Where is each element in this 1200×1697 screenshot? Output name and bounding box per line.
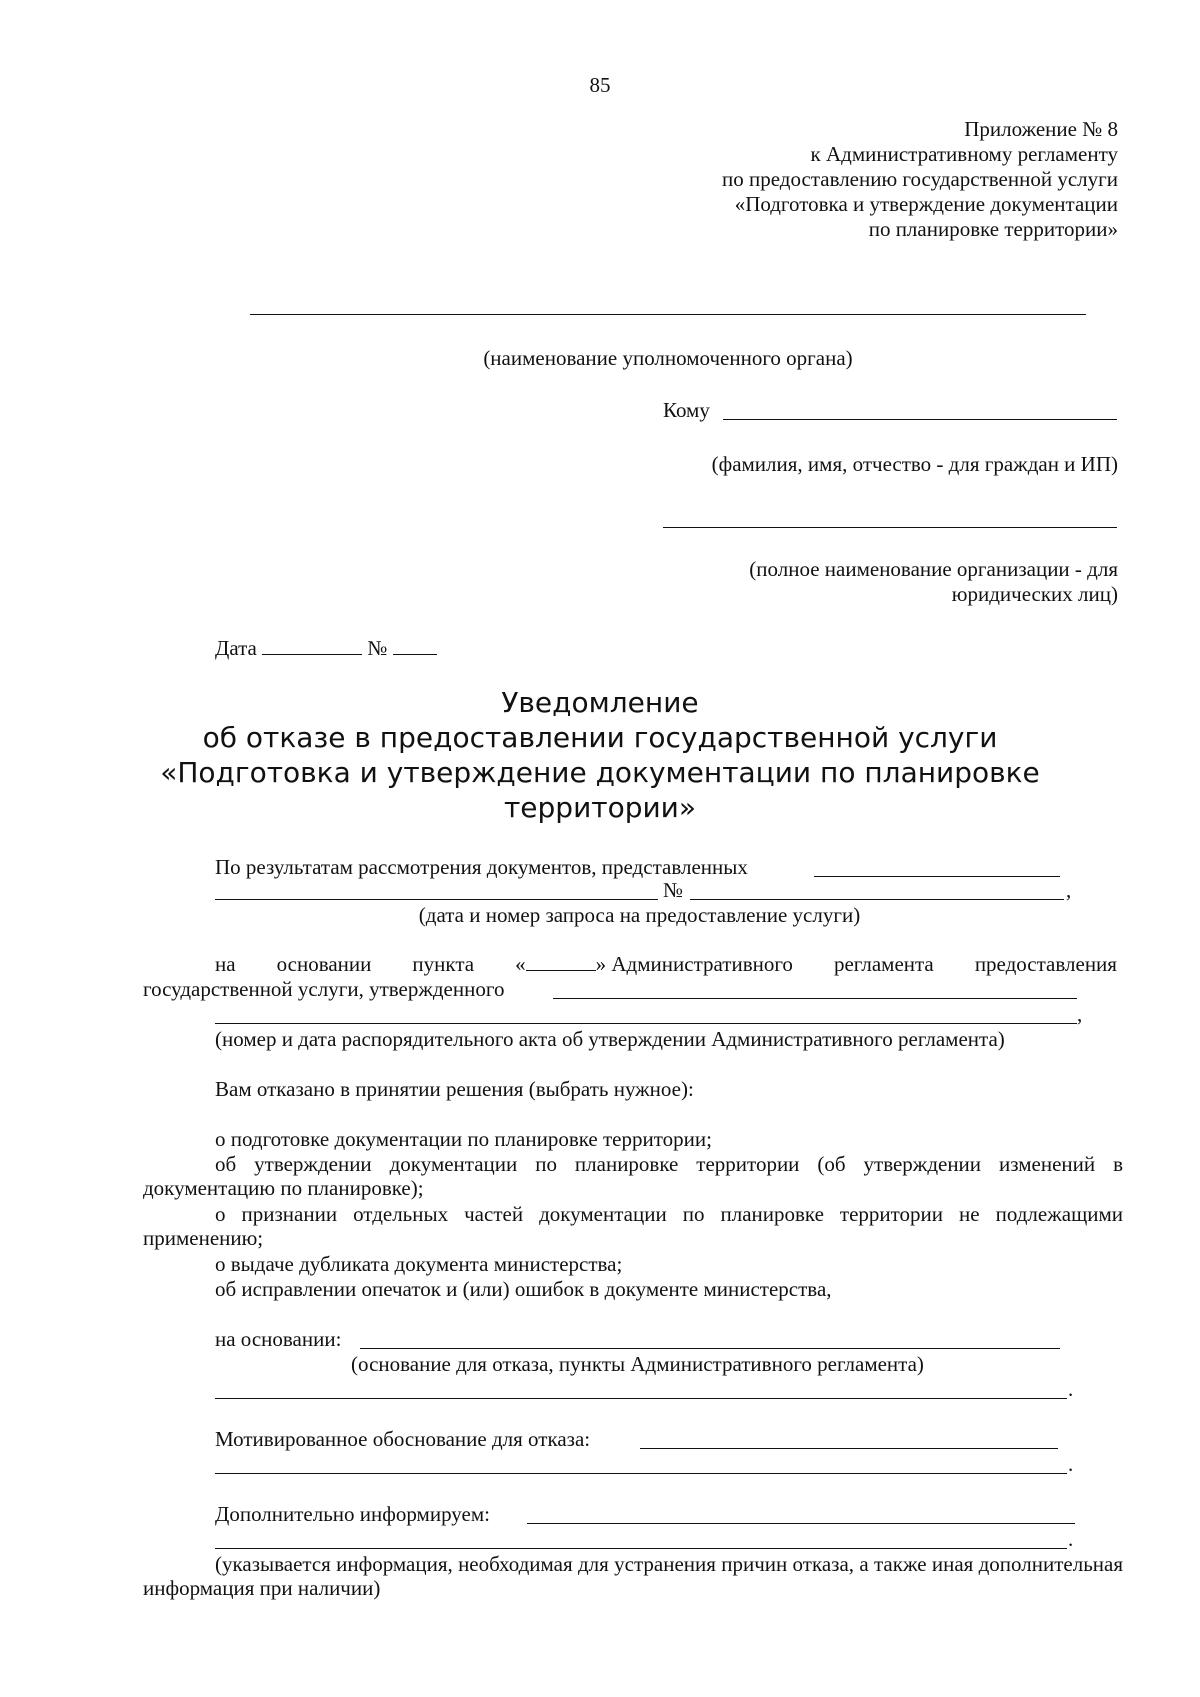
request-number-field[interactable] (690, 899, 1064, 900)
page-number: 85 (589, 73, 611, 97)
title-line-1: Уведомление (501, 686, 699, 719)
basis-word: регламента (833, 952, 934, 976)
basis-word: основании (276, 952, 372, 976)
basis-word: « (515, 952, 526, 976)
option-5[interactable]: об исправлении опечаток и (или) ошибок в документе министерства, (215, 1277, 832, 1301)
title-line-4: территории» (503, 791, 697, 824)
clause-field[interactable] (526, 952, 596, 971)
period: . (1068, 1377, 1074, 1401)
option-1[interactable]: о подготовке документации по планировке территории; (215, 1127, 712, 1151)
refusal-basis-field[interactable] (360, 1348, 1060, 1349)
comma: , (1077, 1002, 1083, 1026)
additional-label: Дополнительно информируем: (215, 1502, 490, 1526)
approval-field[interactable] (553, 998, 1077, 999)
date-label: Дата (215, 636, 257, 660)
org-caption-2: юридических лиц) (951, 582, 1118, 606)
fio-caption: (фамилия, имя, отчество - для граждан и ИП) (711, 452, 1118, 476)
motivated-label: Мотивированное обоснование для отказа: (215, 1427, 591, 1451)
date-field[interactable] (262, 636, 362, 655)
date-number-row (215, 636, 437, 660)
comma: , (1066, 878, 1072, 902)
basis-word: пункта (412, 952, 475, 976)
basis-line-1 (215, 952, 1117, 976)
refusal-basis-field-2[interactable] (215, 1398, 1067, 1399)
review-text: По результатам рассмотрения документов, представленных (215, 855, 748, 879)
basis-word: » Административного (595, 952, 793, 976)
appendix-line-4: «Подготовка и утверждение документации (734, 192, 1118, 216)
option-4[interactable]: о выдаче дубликата документа министерства; (215, 1252, 623, 1276)
number-label: № (367, 636, 388, 660)
authority-field[interactable] (250, 314, 1086, 315)
refusal-basis-caption: (основание для отказа, пункты Административного регламента) (351, 1352, 924, 1376)
additional-field-2[interactable] (215, 1548, 1067, 1549)
basis-line-2: государственной услуги, утвержденного (143, 977, 505, 1001)
appendix-line-3: по предоставлению государственной услуги (722, 167, 1118, 191)
request-number-sign: № (663, 878, 684, 902)
refused-intro: Вам отказано в принятии решения (выбрать нужное): (215, 1077, 694, 1101)
act-caption: (номер и дата распорядительного акта об утверждении Административного регламента) (215, 1027, 1005, 1051)
org-caption-1: (полное наименование организации - для (749, 557, 1118, 581)
motivated-field[interactable] (640, 1448, 1058, 1449)
submitter-field[interactable] (814, 876, 1060, 877)
submitter-field-2[interactable] (215, 899, 658, 900)
recipient-field[interactable] (723, 419, 1117, 420)
period: . (1068, 1452, 1074, 1476)
to-label: Кому (663, 398, 710, 422)
motivated-field-2[interactable] (215, 1473, 1067, 1474)
authority-caption: (наименование уполномоченного органа) (483, 346, 853, 370)
appendix-line-2: к Административному регламенту (810, 142, 1118, 166)
approval-field-2[interactable] (215, 1023, 1077, 1024)
basis-word: предоставления (974, 952, 1117, 976)
title-line-2: об отказе в предоставлении государственной услуги (202, 721, 998, 754)
number-field[interactable] (393, 636, 437, 655)
appendix-line-5: по планировке территории» (868, 217, 1118, 241)
option-2[interactable]: об утверждении документации по планировке территории (об утверждении изменений в документацию по планировке); (143, 1152, 1123, 1200)
appendix-line-1: Приложение № 8 (964, 117, 1118, 141)
additional-caption: (указывается информация, необходимая для устранения причин отказа, а также иная дополнительная информация при наличии) (143, 1552, 1123, 1600)
request-caption: (дата и номер запроса на предоставление услуги) (418, 903, 861, 927)
option-3[interactable]: о признании отдельных частей документации по планировке территории не подлежащими применению; (143, 1202, 1123, 1250)
additional-field[interactable] (527, 1523, 1075, 1524)
refusal-basis-label: на основании: (215, 1327, 342, 1351)
basis-word: на (215, 952, 236, 976)
period: . (1068, 1527, 1074, 1551)
title-line-3: «Подготовка и утверждение документации по планировке (160, 756, 1040, 789)
organization-field[interactable] (663, 527, 1117, 528)
